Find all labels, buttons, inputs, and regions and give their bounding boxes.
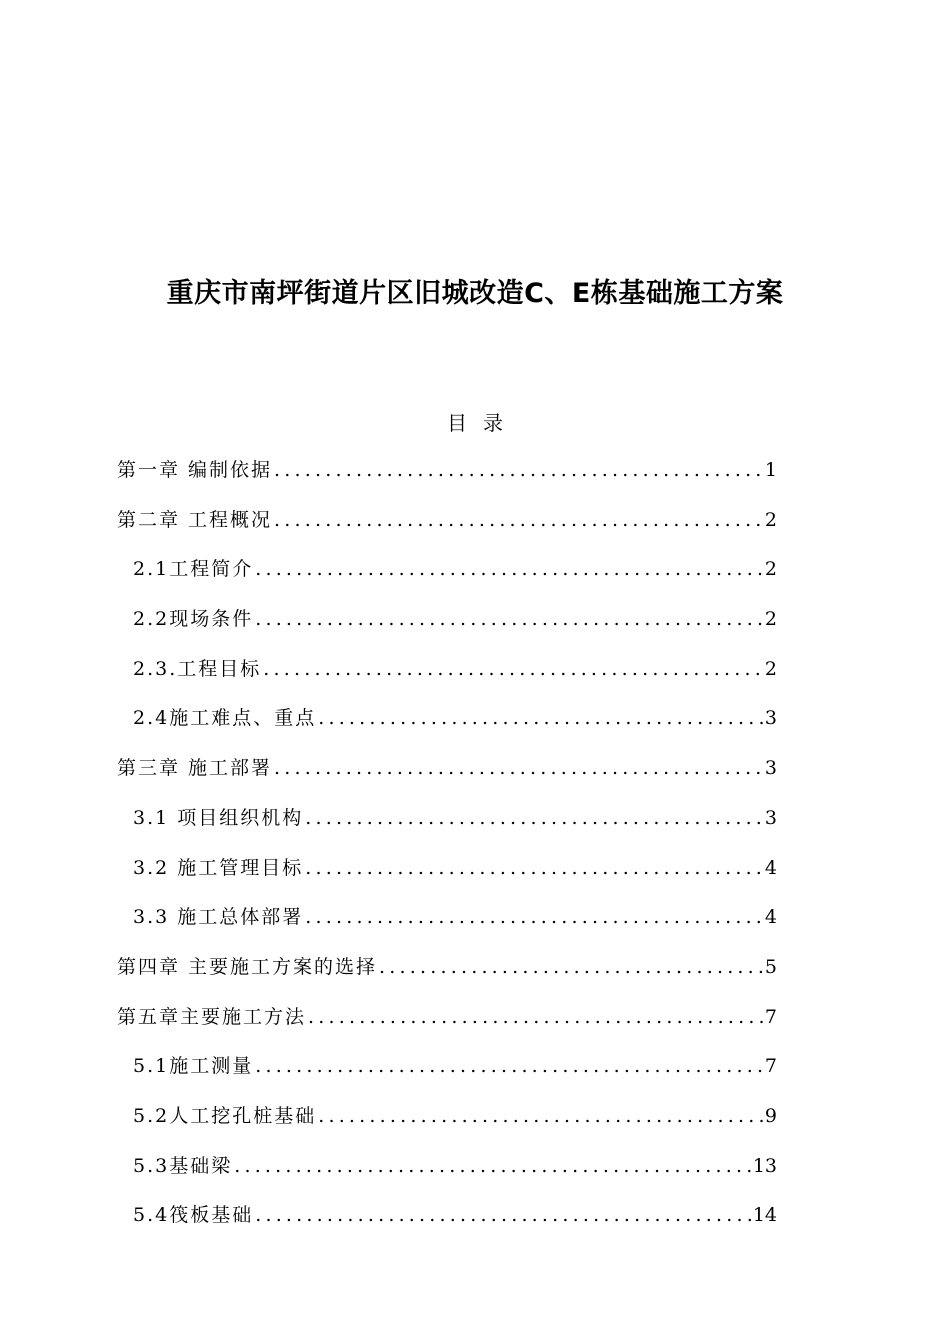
toc-entry-label: 第五章主要施工方法 <box>117 1005 307 1028</box>
toc-leader-dots <box>274 452 763 488</box>
toc-entry-label: 5.2人工挖孔桩基础 <box>133 1104 317 1127</box>
toc-heading: 目录 <box>447 411 519 435</box>
toc-entry[interactable] <box>117 1148 777 1198</box>
toc-leader-dots <box>255 601 763 637</box>
toc-entry-label: 2.3.工程目标 <box>133 657 262 680</box>
toc-entry[interactable] <box>117 1048 777 1098</box>
toc-entry-page: 5 <box>764 955 777 978</box>
toc-entry-page: 2 <box>764 657 777 680</box>
toc-leader-dots <box>274 502 763 538</box>
toc-entry-label: 第一章 编制依据 <box>117 459 273 481</box>
toc-entry-page: 9 <box>764 1104 777 1127</box>
toc-entry-label: 2.2现场条件 <box>133 608 254 631</box>
toc-entry[interactable] <box>117 1098 777 1148</box>
toc-leader-dots <box>318 1098 763 1134</box>
toc-entry[interactable] <box>117 651 777 701</box>
toc-entry-label: 第二章 工程概况 <box>117 508 273 531</box>
toc-entry-page: 3 <box>764 707 777 730</box>
toc-leader-dots <box>255 1197 751 1233</box>
toc-leader-dots <box>234 1148 751 1184</box>
toc-entry-label: 3.1 项目组织机构 <box>133 806 304 829</box>
document-title: 重庆市南坪街道片区旧城改造C、E栋基础施工方案 <box>166 278 784 310</box>
toc-entry[interactable] <box>117 899 777 949</box>
toc-entry[interactable] <box>117 999 777 1049</box>
toc-entry[interactable] <box>117 700 777 750</box>
toc-entry[interactable] <box>117 800 777 850</box>
toc-entry[interactable] <box>117 502 777 552</box>
toc-entry[interactable] <box>117 750 777 800</box>
toc-entry-page: 3 <box>764 757 777 780</box>
toc-leader-dots <box>274 750 763 786</box>
toc-entry-page: 1 <box>764 459 777 481</box>
toc-entry-label: 3.2 施工管理目标 <box>133 856 304 879</box>
toc-entry-page: 2 <box>764 508 777 531</box>
toc-entry[interactable] <box>117 551 777 601</box>
toc-entry-label: 3.3 施工总体部署 <box>133 906 304 929</box>
toc-entry-page: 2 <box>764 608 777 631</box>
toc-entry-page: 3 <box>764 806 777 829</box>
toc-entry-label: 第三章 施工部署 <box>117 757 273 780</box>
toc-entry-label: 5.1施工测量 <box>133 1055 254 1078</box>
toc-leader-dots <box>318 700 763 736</box>
toc-leader-dots <box>263 651 763 687</box>
toc-entry-page: 4 <box>764 856 777 879</box>
toc-entry[interactable] <box>117 949 777 999</box>
toc-entry[interactable] <box>117 601 777 651</box>
toc-leader-dots <box>308 999 763 1035</box>
toc-entry[interactable] <box>117 850 777 900</box>
toc-leader-dots <box>379 949 763 985</box>
toc-leader-dots <box>305 850 763 886</box>
toc-entry-label: 2.1工程简介 <box>133 558 254 581</box>
toc-entry-label: 5.3基础梁 <box>133 1154 233 1177</box>
toc-leader-dots <box>255 1048 763 1084</box>
toc-entry-label: 2.4施工难点、重点 <box>133 707 317 730</box>
toc-entry[interactable] <box>117 452 777 502</box>
toc-leader-dots <box>305 800 763 836</box>
toc-entry-page: 4 <box>764 906 777 929</box>
toc-entry-page: 14 <box>752 1204 777 1227</box>
toc-entry-page: 7 <box>764 1055 777 1078</box>
toc-entry-label: 第四章 主要施工方案的选择 <box>117 955 378 978</box>
toc-entry-page: 2 <box>764 558 777 581</box>
toc-entry-page: 7 <box>764 1005 777 1028</box>
toc-leader-dots <box>305 899 763 935</box>
toc-entry-label: 5.4筏板基础 <box>133 1204 254 1227</box>
toc-entry[interactable] <box>117 1197 777 1247</box>
table-of-contents <box>117 452 777 1247</box>
toc-leader-dots <box>255 551 763 587</box>
toc-entry-page: 13 <box>752 1154 777 1177</box>
